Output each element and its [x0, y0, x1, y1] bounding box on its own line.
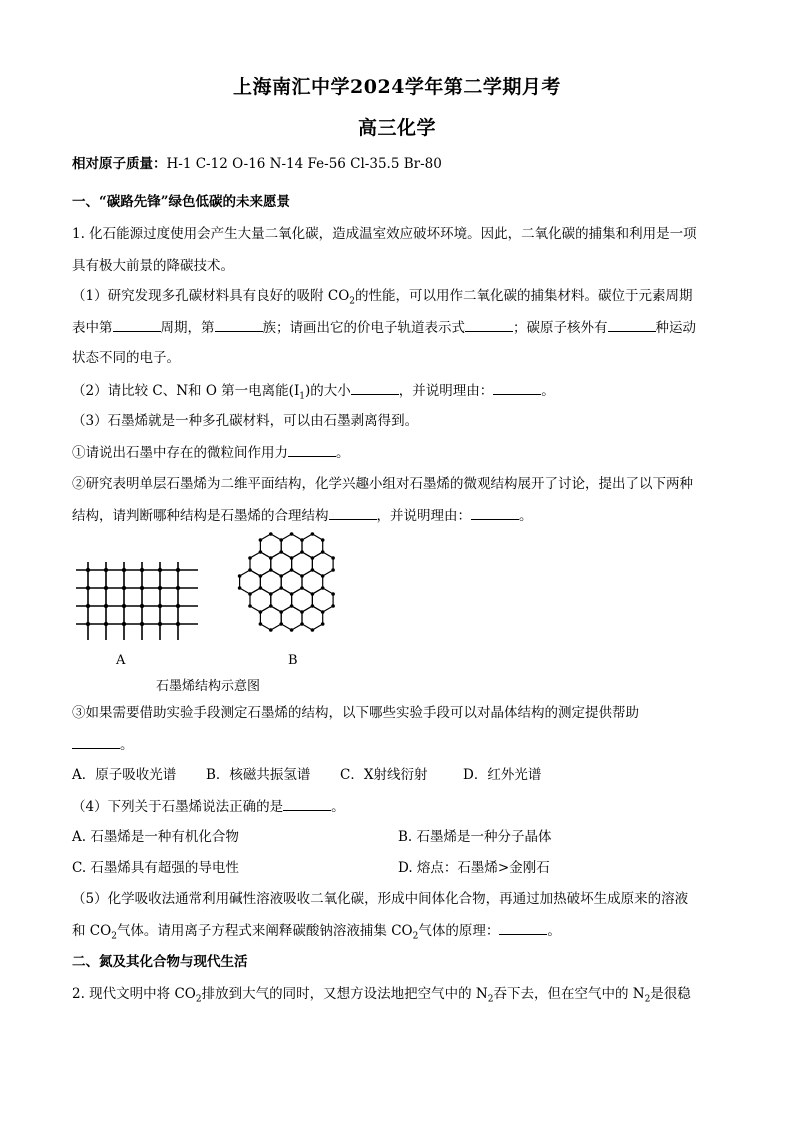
atom-dot — [300, 574, 304, 578]
text: ，并说明理由： — [398, 383, 494, 399]
atom-dot — [248, 592, 252, 596]
bond-line — [323, 552, 333, 558]
bond-line — [271, 624, 281, 630]
atom-dot — [311, 568, 315, 572]
atom-dot — [140, 622, 144, 626]
bond-line — [271, 570, 281, 576]
answer-blank[interactable] — [113, 317, 161, 332]
option-b-graphene[interactable]: B. 石墨烯是一种分子晶体 — [398, 829, 552, 845]
atom-dot — [279, 610, 283, 614]
text: 气体。请用离子方程式来阐释碳酸钠溶液捕集 CO — [116, 923, 413, 939]
atom-dot — [311, 604, 315, 608]
text: 表中第 — [72, 320, 113, 336]
atom-dot — [321, 586, 325, 590]
text: 。 — [547, 923, 561, 939]
atom-dot — [321, 574, 325, 578]
atom-dot — [290, 628, 294, 632]
atom-dot — [248, 556, 252, 560]
bond-line — [292, 624, 302, 630]
subscript: 1 — [299, 391, 306, 402]
atom-dot — [176, 622, 180, 626]
answer-blank[interactable] — [471, 505, 519, 520]
atomic-masses — [72, 154, 722, 174]
option-d-spectroscopy[interactable]: D．红外光谱 — [463, 767, 542, 783]
subscript: 2 — [195, 994, 202, 1005]
bond-line — [281, 588, 291, 594]
atom-dot — [259, 550, 263, 554]
atom-dot — [158, 568, 162, 572]
atom-dot — [279, 622, 283, 626]
atom-dot — [269, 592, 273, 596]
answer-blank[interactable] — [288, 442, 336, 457]
atom-dot — [86, 568, 90, 572]
atom-dot — [279, 538, 283, 542]
atom-dot — [279, 550, 283, 554]
atom-dot — [259, 610, 263, 614]
bond-line — [271, 606, 281, 612]
atom-dot — [300, 550, 304, 554]
text: 种运动 — [655, 320, 696, 336]
atom-dot — [122, 622, 126, 626]
figure-label-a: A — [116, 653, 126, 668]
atom-dot — [140, 586, 144, 590]
option-a-graphene[interactable]: A. 石墨烯是一种有机化合物 — [72, 829, 239, 845]
bond-line — [302, 624, 312, 630]
atom-dot — [269, 628, 273, 632]
atom-dot — [140, 568, 144, 572]
atom-dot — [104, 622, 108, 626]
bond-line — [323, 606, 333, 612]
text: 族；请画出它的价电子轨道表示式 — [262, 320, 465, 336]
text: 和 CO — [72, 923, 112, 939]
atom-dot — [321, 622, 325, 626]
atom-dot — [269, 604, 273, 608]
atom-dot — [86, 604, 90, 608]
bond-line — [260, 570, 270, 576]
text: （4）下列关于石墨烯说法正确的是 — [72, 799, 284, 815]
text: 吞下去，但在空气中的 N — [493, 986, 645, 1002]
atom-dot — [300, 586, 304, 590]
bond-line — [302, 534, 312, 540]
answer-blank[interactable] — [329, 505, 377, 520]
bond-line — [302, 552, 312, 558]
bond-line — [281, 552, 291, 558]
bond-line — [292, 588, 302, 594]
text: （2）请比较 C、N和 O 第一电离能(I — [72, 383, 300, 399]
atom-dot — [104, 586, 108, 590]
answer-blank[interactable] — [465, 317, 513, 332]
subscript: 2 — [111, 931, 117, 942]
atom-dot — [321, 610, 325, 614]
atom-dot — [290, 604, 294, 608]
bond-line — [302, 570, 312, 576]
atom-dot — [259, 586, 263, 590]
q1-part3-sub3-line1: ③如果需要借助实验手段测定石墨烯的结构，以下哪些实验手段可以对晶体结构的测定提供帮助 — [72, 705, 639, 721]
text: 。 — [519, 508, 533, 524]
text: )的大小 — [305, 383, 351, 399]
atom-dot — [158, 622, 162, 626]
bond-line — [250, 570, 260, 576]
text: 。 — [541, 383, 555, 399]
atom-dot — [269, 556, 273, 560]
atom-dot — [269, 532, 273, 536]
bond-line — [250, 552, 260, 558]
option-d-graphene[interactable]: D. 熔点：石墨烯>金刚石 — [398, 860, 550, 876]
text: 结构，请判断哪种结构是石墨烯的合理结构 — [72, 508, 329, 524]
bond-line — [240, 588, 250, 594]
atom-dot — [104, 604, 108, 608]
atom-dot — [238, 574, 242, 578]
q1-part5-line2 — [72, 920, 722, 947]
answer-blank[interactable] — [493, 380, 541, 395]
atom-dot — [248, 604, 252, 608]
option-b-spectroscopy[interactable]: B．核磁共振氢谱 — [206, 767, 311, 783]
atom-dot — [300, 610, 304, 614]
answer-blank[interactable] — [499, 920, 547, 935]
bond-line — [281, 606, 291, 612]
bond-line — [250, 588, 260, 594]
bond-line — [260, 552, 270, 558]
atom-dot — [259, 622, 263, 626]
subscript: 2 — [644, 994, 651, 1005]
atom-dot — [290, 556, 294, 560]
section1-heading: 一、“碳路先锋”绿色低碳的未来愿景 — [72, 194, 291, 210]
atom-dot — [331, 568, 335, 572]
atom-dot — [279, 586, 283, 590]
q1-part1-line3: 状态不同的电子。 — [72, 350, 180, 366]
atom-dot — [311, 556, 315, 560]
atomic-masses-values: H-1 C-12 O-16 N-14 Fe-56 Cl-35.5 Br-80 — [166, 156, 442, 172]
atom-dot — [122, 604, 126, 608]
text: 。 — [331, 799, 345, 815]
atom-dot — [311, 592, 315, 596]
bond-line — [292, 570, 302, 576]
text: （1）研究发现多孔碳材料具有良好的吸附 CO — [72, 288, 350, 304]
figure-label-b: B — [288, 653, 298, 668]
answer-blank[interactable] — [72, 734, 120, 749]
option-c-spectroscopy[interactable]: C．X射线衍射 — [340, 767, 428, 783]
atom-dot — [321, 538, 325, 542]
atom-dot — [86, 586, 90, 590]
bond-line — [271, 588, 281, 594]
atom-dot — [158, 586, 162, 590]
q1-part3-sub2-line2 — [72, 505, 722, 526]
option-a-spectroscopy[interactable]: A．原子吸收光谱 — [72, 767, 177, 783]
q1-part5-line1: （5）化学吸收法通常利用碱性溶液吸收二氧化碳，形成中间体化合物，再通过加热破坏生成原来的溶液 — [72, 891, 689, 907]
atom-dot — [158, 604, 162, 608]
text: 。 — [120, 737, 134, 753]
atom-dot — [259, 538, 263, 542]
bond-line — [260, 588, 270, 594]
atom-dot — [86, 622, 90, 626]
q1-part1-line1 — [72, 286, 722, 312]
text: 的性能，可以用作二氧化碳的捕集材料。碳位于元素周期 — [355, 288, 693, 304]
q1-part3: （3）石墨烯就是一种多孔碳材料，可以由石墨剥离得到。 — [72, 413, 419, 429]
bond-line — [260, 606, 270, 612]
atom-dot — [122, 568, 126, 572]
option-c-graphene[interactable]: C. 石墨烯具有超强的导电性 — [72, 860, 239, 876]
bond-line — [292, 606, 302, 612]
bond-line — [271, 552, 281, 558]
atom-dot — [290, 568, 294, 572]
atom-dot — [122, 586, 126, 590]
q1-part3-sub1 — [72, 442, 722, 463]
text: ；碳原子核外有 — [513, 320, 608, 336]
bond-line — [240, 570, 250, 576]
bond-line — [292, 552, 302, 558]
subscript: 2 — [487, 994, 494, 1005]
q1-part2 — [72, 380, 722, 407]
exam-title: 上海南汇中学2024学年第二学期月考 — [233, 76, 561, 98]
text: ①请说出石墨中存在的微粒间作用力 — [72, 445, 288, 461]
bond-line — [323, 570, 333, 576]
atom-dot — [140, 604, 144, 608]
atomic-masses-label: 相对原子质量： — [72, 156, 167, 172]
q1-intro-line1: 1. 化石能源过度使用会产生大量二氧化碳，造成温室效应破坏环境。因此，二氧化碳的捕集和利用是一项 — [72, 226, 697, 242]
answer-blank[interactable] — [215, 317, 263, 332]
q2-line1 — [72, 984, 722, 1010]
atom-dot — [311, 532, 315, 536]
subscript: 2 — [412, 931, 419, 942]
atom-dot — [331, 556, 335, 560]
text: 周期，第 — [160, 320, 215, 336]
q1-intro-line2: 具有极大前景的降碳技术。 — [72, 258, 234, 274]
atom-dot — [321, 550, 325, 554]
atom-dot — [279, 574, 283, 578]
figure-caption: 石墨烯结构示意图 — [156, 679, 261, 694]
atom-dot — [176, 604, 180, 608]
atom-dot — [300, 538, 304, 542]
bond-line — [260, 624, 270, 630]
subscript: 2 — [349, 296, 356, 307]
atom-dot — [238, 586, 242, 590]
atom-dot — [290, 592, 294, 596]
bond-line — [302, 588, 312, 594]
atom-dot — [176, 586, 180, 590]
text: 是很稳 — [650, 986, 691, 1002]
bond-line — [292, 534, 302, 540]
bond-line — [281, 570, 291, 576]
structure-a-diagram — [72, 560, 202, 645]
answer-blank[interactable] — [608, 317, 656, 332]
bond-line — [271, 534, 281, 540]
atom-dot — [290, 532, 294, 536]
atom-dot — [331, 592, 335, 596]
bond-line — [260, 534, 270, 540]
section2-heading: 二、氮及其化合物与现代生活 — [72, 954, 248, 970]
atom-dot — [300, 622, 304, 626]
atom-dot — [331, 604, 335, 608]
atom-dot — [311, 628, 315, 632]
atom-dot — [259, 574, 263, 578]
atom-dot — [176, 568, 180, 572]
text: 。 — [336, 445, 350, 461]
text: 2. 现代文明中将 CO — [72, 986, 196, 1002]
answer-blank[interactable] — [283, 796, 331, 811]
atom-dot — [269, 568, 273, 572]
exam-subtitle: 高三化学 — [357, 117, 436, 139]
text: 气体的原理： — [418, 923, 500, 939]
bond-line — [250, 606, 260, 612]
q1-part1-line2 — [72, 317, 722, 338]
bond-line — [323, 588, 333, 594]
q1-part3-sub2-line1: ②研究表明单层石墨烯为二维平面结构，化学兴趣小组对石墨烯的微观结构展开了讨论，提出了以下两种 — [72, 476, 693, 492]
q1-part4 — [72, 796, 722, 817]
bond-line — [281, 624, 291, 630]
bond-line — [281, 534, 291, 540]
answer-blank[interactable] — [351, 380, 399, 395]
text: 排放到大气的同时，又想方设法地把空气中的 N — [201, 986, 488, 1002]
structure-b-diagram — [228, 530, 368, 650]
atom-dot — [248, 568, 252, 572]
bond-line — [302, 606, 312, 612]
atom-dot — [104, 568, 108, 572]
text: ，并说明理由： — [376, 508, 471, 524]
q1-part3-sub3-line2 — [72, 734, 722, 755]
